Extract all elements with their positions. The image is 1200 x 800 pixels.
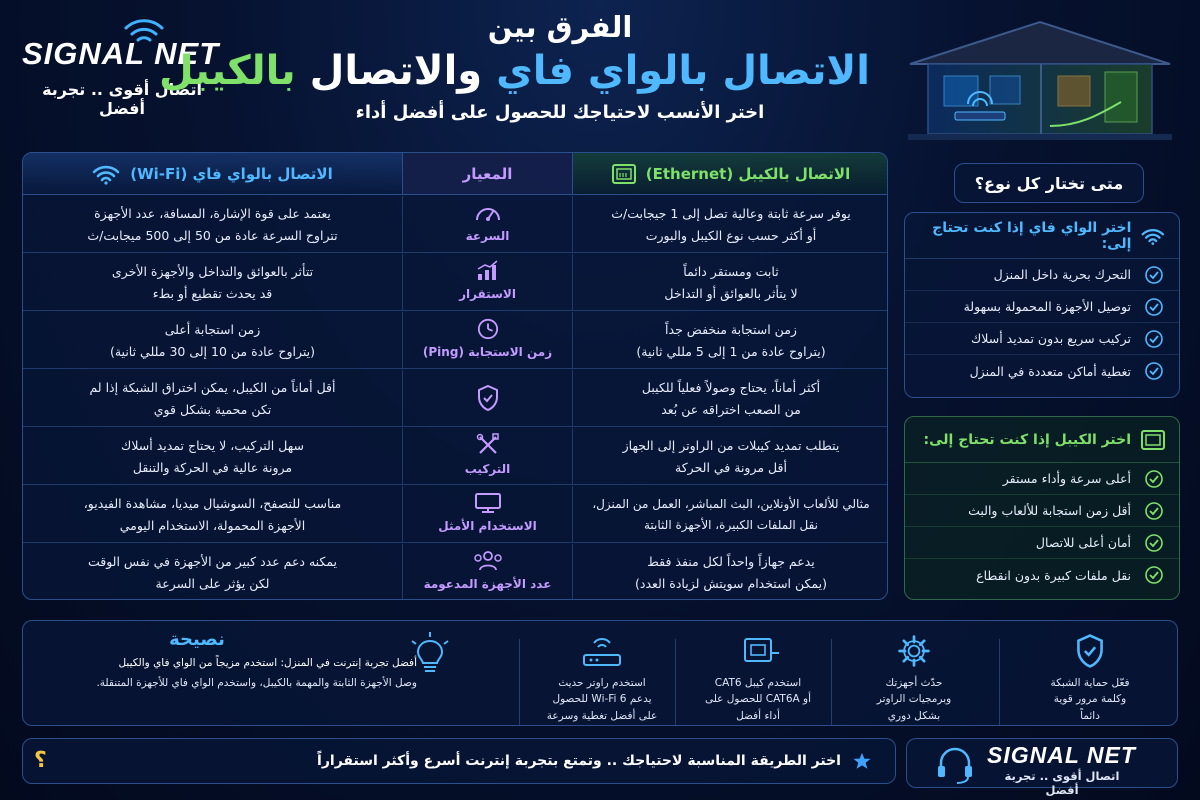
brand-name: SIGNAL NET (22, 36, 220, 71)
advice-title: نصيحة (169, 629, 225, 650)
lightbulb-icon (408, 631, 452, 681)
column-header-wifi-label: الاتصال بالواي فاي (Wi-Fi) (130, 164, 333, 183)
check-circle-icon (1145, 362, 1163, 380)
table-row-security (23, 370, 888, 427)
tip-router-text: استخدم راوتر حديث يدعم Wi-Fi 6 للحصول على أفضل تغطية وسرعة (546, 677, 658, 722)
header-title (159, 10, 870, 123)
cable-choice-item (905, 527, 1179, 559)
table-body (23, 196, 888, 600)
comparison-table (22, 152, 888, 600)
cable-choice-text: أمان أعلى للاتصال (1035, 535, 1131, 550)
wifi-icon (92, 163, 120, 185)
tip-security (1015, 633, 1165, 731)
wifi-choice-title: اختر الواي فاي إذا كنت تحتاج إلى: (932, 219, 1132, 252)
cable-choice-header (905, 417, 1179, 463)
criterion-label: السرعة (465, 229, 510, 244)
column-header-criteria: المعيار (403, 153, 573, 195)
tips-divider (675, 639, 676, 725)
tip-security-text: فعّل حماية الشبكة وكلمة مرور قوية دائماً (1050, 677, 1130, 722)
wifi-cell: زمن استجابة أعلى (يتراوح عادة من 10 إلى 30 مللي ثانية) (23, 312, 403, 369)
cable-choice-title: اختر الكيبل إذا كنت تحتاج إلى: (923, 431, 1131, 448)
cable-choice-text: نقل ملفات كبيرة بدون انقطاع (976, 567, 1131, 583)
table-row-speed (23, 196, 888, 253)
check-circle-icon (1145, 566, 1163, 584)
criterion-cell (403, 196, 573, 253)
title-cable-part: بالكيبل (159, 48, 296, 94)
wifi-cell: مناسب للتصفح، السوشيال ميديا، مشاهدة الفيديو، الأجهزة المحمولة، الاستخدام اليومي (23, 486, 403, 543)
wifi-choice-item (905, 323, 1179, 355)
tips-divider (831, 639, 832, 725)
tips-bar (22, 620, 1178, 726)
brand-slogan: اتصال أقوى .. تجربة أفضل (42, 80, 202, 118)
footer-message: اختر الطريقة المناسبة لاحتياجك .. وتمتع بتجربة إنترنت أسرع وأكثر استقراراً (317, 753, 841, 769)
header-subtitle: اختر الأنسب لاحتياجك للحصول على أفضل أداء (355, 102, 765, 123)
ethernet-cell: يوفر سرعة ثابتة وعالية تصل إلى 1 جيجابت/ث أو أكثر حسب نوع الكيبل والبورت (611, 206, 851, 243)
ethernet-cell: مثالي للألعاب الأونلاين، البث المباشر، العمل من المنزل، نقل الملفات الكبيرة، الأجهزة الثابتة (592, 497, 870, 532)
criterion-cell (403, 544, 573, 600)
check-circle-icon (1145, 534, 1163, 552)
stability-chart-icon (475, 260, 501, 282)
column-header-wifi (23, 153, 403, 195)
check-circle-icon (1145, 266, 1163, 284)
wifi-cell: يعتمد على قوة الإشارة، المسافة، عدد الأجهزة تتراوح السرعة عادة من 50 إلى 500 ميجابت/ث (23, 196, 403, 253)
shield-check-icon (476, 384, 500, 412)
table-row-devices (23, 544, 888, 600)
criterion-label: التركيب (464, 462, 511, 477)
title-line1: الفرق بين (487, 10, 633, 44)
users-icon (473, 550, 503, 572)
advice-line1: أفضل تجربة إنترنت في المنزل: استخدم مزيجاً من الواي فاي والكيبل (118, 657, 417, 669)
wifi-icon (1141, 226, 1165, 246)
wifi-cell: يمكنه دعم عدد كبير من الأجهزة في نفس الوقت لكن يؤثر على السرعة (23, 544, 403, 600)
brand-slogan-bottom: اتصال أقوى .. تجربة أفضل (1004, 769, 1120, 797)
tip-cable-text: استخدم كيبل CAT6 أو CAT6A للحصول على أداء أفضل (704, 677, 812, 722)
tools-icon (476, 433, 500, 457)
cable-choice-box (904, 416, 1180, 600)
cable-choice-item (905, 559, 1179, 591)
title-line2 (159, 48, 870, 94)
advice-line2: وصل الأجهزة الثابتة والمهمة بالكيبل، واستخدم الواي فاي للأجهزة المتنقلة. (96, 676, 417, 689)
criterion-label: زمن الاستجابة (Ping) (422, 345, 553, 360)
tip-router (527, 633, 677, 731)
criterion-label: الاستقرار (459, 287, 516, 302)
ethernet-port-icon (1141, 430, 1165, 450)
wifi-choice-item (905, 259, 1179, 291)
wifi-cell: سهل التركيب، لا يحتاج تمديد أسلاك مرونة عالية في الحركة والتنقل (23, 428, 403, 485)
criterion-cell (403, 370, 573, 427)
monitor-icon (474, 492, 502, 514)
headset-icon (935, 745, 975, 785)
column-header-ethernet (573, 153, 888, 195)
shield-check-icon (1073, 633, 1107, 669)
ethernet-cell: زمن استجابة منخفض جداً (يتراوح عادة من 1 إلى 5 مللي ثانية) (636, 322, 826, 359)
check-circle-icon (1145, 502, 1163, 520)
side-title: متى تختار كل نوع؟ (954, 163, 1144, 203)
table-row-installation (23, 428, 888, 485)
wifi-choice-text: تغطية أماكن متعددة في المنزل (969, 363, 1131, 379)
column-header-ethernet-label: الاتصال بالكيبل (Ethernet) (645, 164, 851, 183)
advice-block (37, 629, 417, 721)
speedometer-icon (474, 202, 502, 224)
router-icon (579, 633, 625, 669)
table-row-ping (23, 312, 888, 369)
title-and-part: والاتصال (309, 48, 483, 94)
tips-divider (999, 639, 1000, 725)
wifi-choice-item (905, 291, 1179, 323)
cable-choice-text: أقل زمن استجابة للألعاب والبث (968, 503, 1131, 518)
table-row-best-use (23, 486, 888, 543)
question-mark-icon: ؟ (34, 748, 47, 773)
criterion-cell (403, 486, 573, 543)
tip-cable (683, 633, 833, 731)
check-circle-icon (1145, 330, 1163, 348)
brand-name-bottom: SIGNAL NET (987, 742, 1136, 768)
clock-icon (476, 318, 500, 340)
ethernet-port-icon (735, 633, 781, 669)
cable-choice-text: أعلى سرعة وأداء مستقر (1002, 471, 1131, 486)
wifi-choice-text: تركيب سريع بدون تمديد أسلاك (970, 331, 1131, 346)
table-row-stability (23, 254, 888, 311)
wifi-choice-box (904, 212, 1180, 398)
wifi-choice-text: التحرك بحرية داخل المنزل (993, 267, 1131, 282)
wifi-cell: تتأثر بالعوائق والتداخل والأجهزة الأخرى قد يحدث تقطيع أو بطء (23, 254, 403, 311)
criterion-cell (403, 428, 573, 485)
tips-divider (519, 639, 520, 725)
ethernet-cell: أكثر أماناً، يحتاج وصولاً فعلياً للكيبل من الصعب اختراقه عن بُعد (641, 380, 821, 417)
tip-update-text: حدّث أجهزتك وبرمجيات الراوتر بشكل دوري (876, 677, 952, 722)
star-icon (853, 752, 871, 770)
title-wifi-part: الاتصال بالواي فاي (496, 48, 870, 94)
tip-update (839, 633, 989, 731)
criterion-cell (403, 312, 573, 369)
criterion-cell (403, 254, 573, 311)
ethernet-cell: ثابت ومستقر دائماً لا يتأثر بالعوائق أو التداخل (664, 264, 798, 301)
criterion-label: عدد الأجهزة المدعومة (423, 577, 552, 592)
house-illustration (900, 14, 1180, 144)
gear-icon (894, 633, 934, 669)
wifi-cell: أقل أماناً من الكيبل، يمكن اختراق الشبكة إذا لم تكن محمية بشكل قوي (23, 370, 403, 427)
check-circle-icon (1145, 298, 1163, 316)
criterion-label: الاستخدام الأمثل (438, 519, 537, 534)
wifi-choice-header (905, 213, 1179, 259)
ethernet-port-icon (612, 164, 636, 184)
ethernet-cell: يتطلب تمديد كيبلات من الراوتر إلى الجهاز أقل مرونة في الحركة (622, 438, 840, 475)
cable-choice-item (905, 495, 1179, 527)
wifi-choice-item (905, 355, 1179, 387)
ethernet-cell: يدعم جهازاً واحداً لكل منفذ فقط (يمكن استخدام سويتش لزيادة العدد) (635, 554, 827, 591)
footer-banner (22, 738, 896, 784)
wifi-choice-text: توصيل الأجهزة المحمولة بسهولة (963, 299, 1131, 314)
check-circle-icon (1145, 470, 1163, 488)
brand-logo-bottom (906, 738, 1178, 797)
cable-choice-item (905, 463, 1179, 495)
